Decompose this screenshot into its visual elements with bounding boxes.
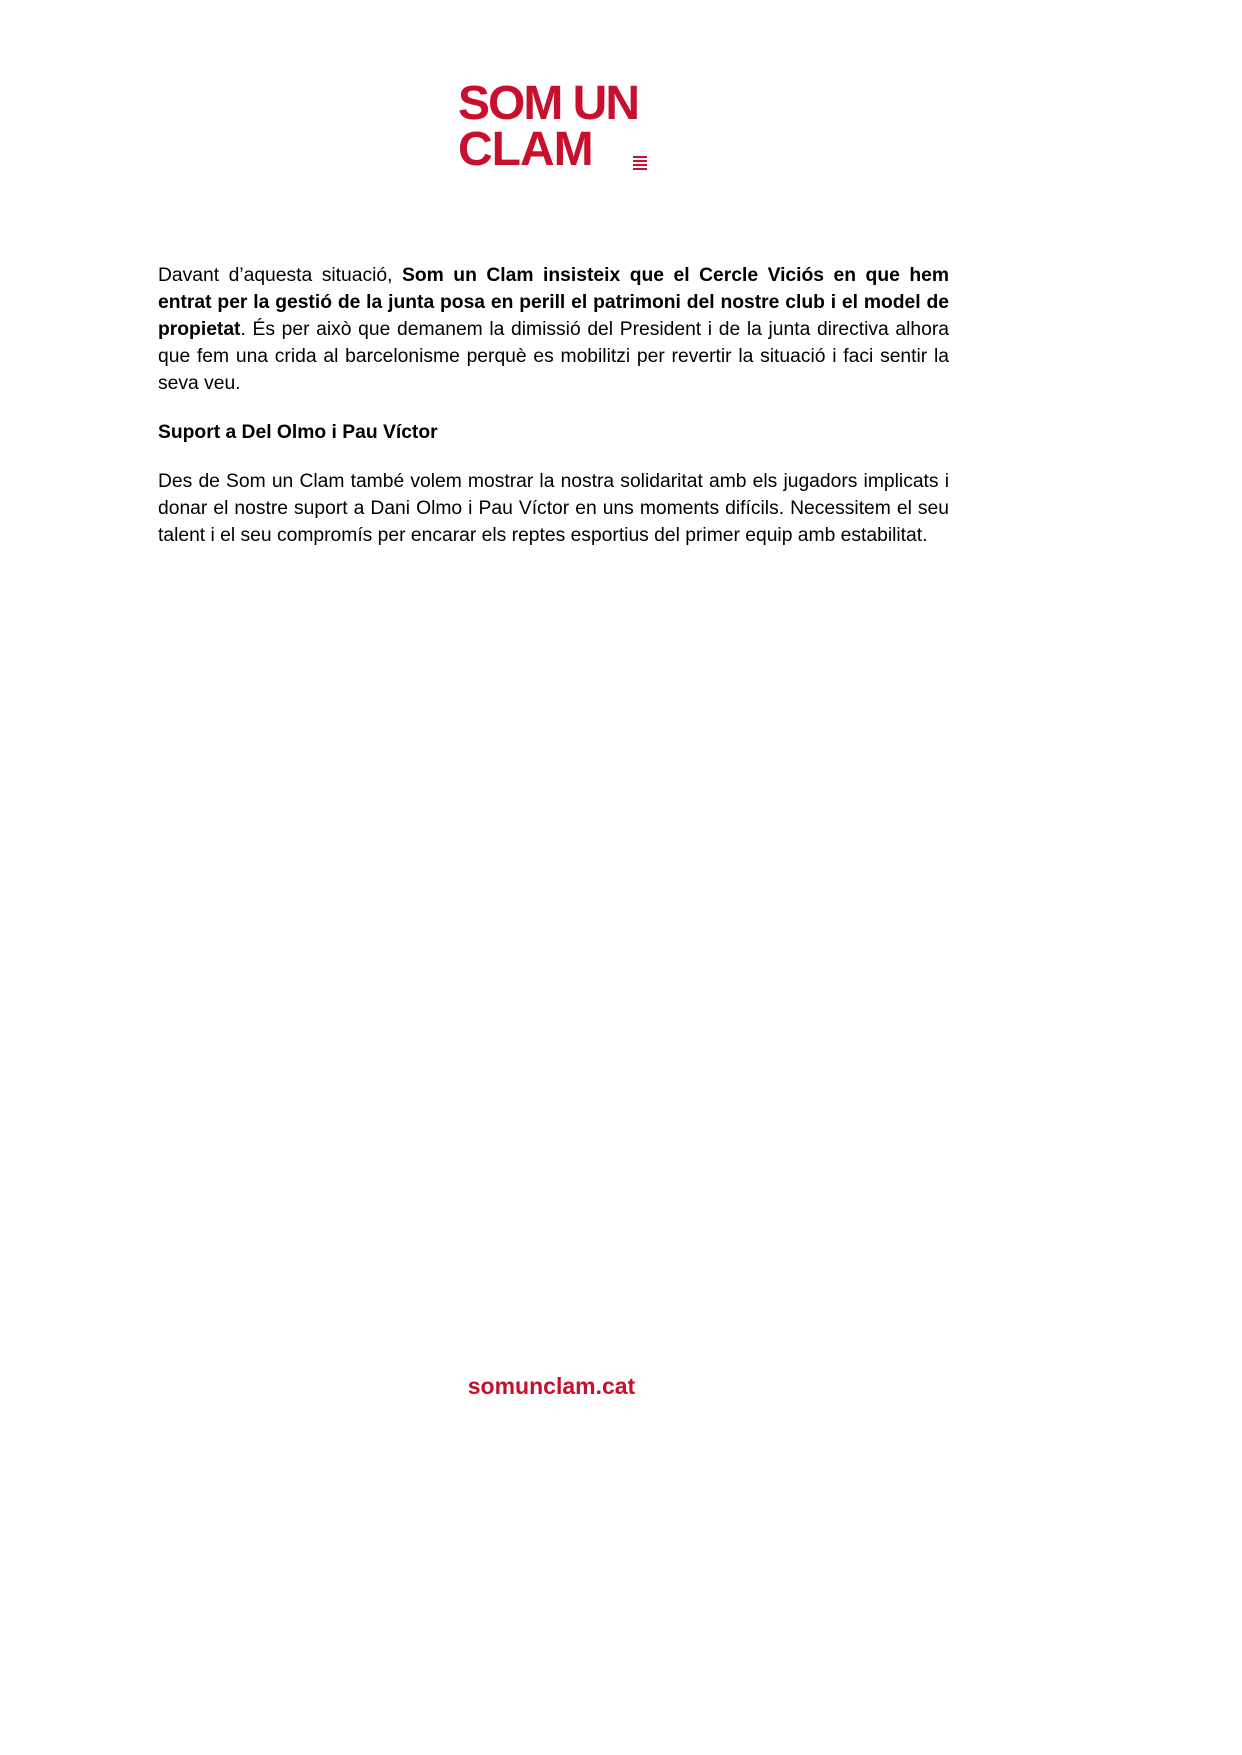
paragraph-rest: . És per això que demanem la dimissió del President i de la junta directiva alhora que fem una crida al barcelonisme perquè es mobilitzi per revertir la situació i faci sentir la seva veu. xyxy=(158,319,949,394)
footer-website: somunclam.cat xyxy=(467,1373,636,1399)
paragraph-bold-statement: Som un Clam insisteix que el Cercle Viciós en que hem entrat per la gestió de la junta posa en perill el patrimoni del nostre club i el model de propietat xyxy=(158,265,949,340)
som-un-clam-logo xyxy=(458,77,652,176)
paragraph-support: Des de Som un Clam també volem mostrar la nostra solidaritat amb els jugadors implicats i donar el nostre suport a Dani Olmo i Pau Víctor en uns moments difícils. Necessitem el seu talent i el seu compromís per encarar els reptes esportius del primer equip amb estabilitat. xyxy=(158,471,949,546)
section-heading: Suport a Del Olmo i Pau Víctor xyxy=(158,422,438,443)
logo-line-2: CLAM xyxy=(458,123,593,176)
paragraph-intro: Davant d’aquesta situació, xyxy=(158,265,402,286)
logo-line-1: SOM UN xyxy=(458,77,638,130)
logo-stripes-icon xyxy=(633,156,647,172)
document-body xyxy=(158,262,949,549)
paragraph-situation xyxy=(158,262,949,397)
